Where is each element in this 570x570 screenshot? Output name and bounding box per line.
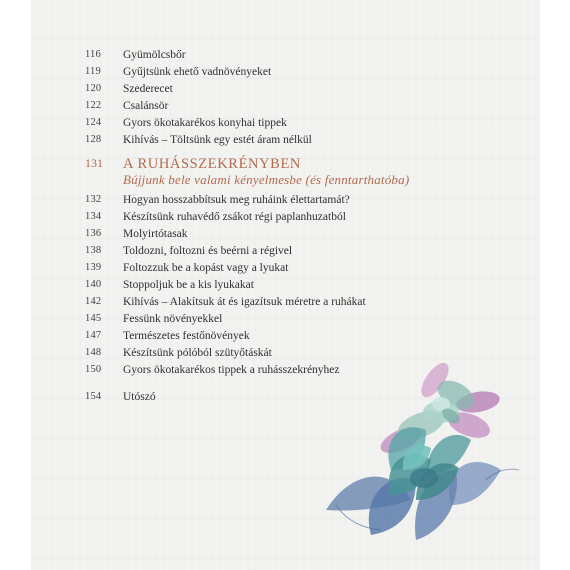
page-number: 154 xyxy=(85,391,102,402)
entry-title: Természetes festőnövények xyxy=(123,330,250,342)
page-number: 150 xyxy=(85,364,102,375)
entry-title: Készítsünk ruhavédő zsákot régi paplanhuzatból xyxy=(123,211,346,223)
page-number: 147 xyxy=(85,330,102,341)
entry-title: Készítsünk pólóból szütyőtáskát xyxy=(123,347,272,359)
entry-title: Gyors ökotakarékos konyhai tippek xyxy=(123,117,287,129)
page-number: 138 xyxy=(85,245,102,256)
page-number: 132 xyxy=(85,194,102,205)
entry-title: Utószó xyxy=(123,391,156,403)
page-number: 140 xyxy=(85,279,102,290)
entry-title: Molyirtótasak xyxy=(123,228,188,240)
entry-title: Gyors ökotakarékos tippek a ruhásszekrényhez xyxy=(123,364,340,376)
entry-title: Stoppoljuk be a kis lyukakat xyxy=(123,279,254,291)
section-title: A RUHÁSSZEKRÉNYBEN xyxy=(123,156,301,172)
page-number: 142 xyxy=(85,296,102,307)
page xyxy=(31,0,540,570)
entry-title: Gyümölcsbőr xyxy=(123,49,186,61)
page-number: 122 xyxy=(85,100,102,111)
page-number: 120 xyxy=(85,83,102,94)
page-number: 119 xyxy=(85,66,101,77)
page-number: 134 xyxy=(85,211,102,222)
entry-title: Szederecet xyxy=(123,83,173,95)
page-number: 116 xyxy=(85,49,101,60)
entry-title: Kihívás – Alakítsuk át és igazítsuk méretre a ruhákat xyxy=(123,296,366,308)
succulent-illustration xyxy=(31,0,540,570)
entry-title: Foltozzuk be a kopást vagy a lyukat xyxy=(123,262,289,274)
section-subtitle: Bújjunk bele valami kényelmesbe (és fenntarthatóba) xyxy=(123,172,410,187)
page-number: 136 xyxy=(85,228,102,239)
section-page-number: 131 xyxy=(85,156,103,170)
page-number: 139 xyxy=(85,262,102,273)
entry-title: Fessünk növényekkel xyxy=(123,313,223,325)
entry-title: Hogyan hosszabbítsuk meg ruháink élettartamát? xyxy=(123,194,350,206)
entry-title: Kihívás – Töltsünk egy estét áram nélkül xyxy=(123,134,312,146)
page-number: 124 xyxy=(85,117,102,128)
page-number: 128 xyxy=(85,134,102,145)
entry-title: Toldozni, foltozni és beérni a régivel xyxy=(123,245,293,257)
page-number: 145 xyxy=(85,313,102,324)
page-number: 148 xyxy=(85,347,102,358)
entry-title: Csalánsör xyxy=(123,100,169,112)
succulent-teal-illustration xyxy=(326,427,519,540)
entry-title: Gyűjtsünk ehető vadnövényeket xyxy=(123,66,272,78)
